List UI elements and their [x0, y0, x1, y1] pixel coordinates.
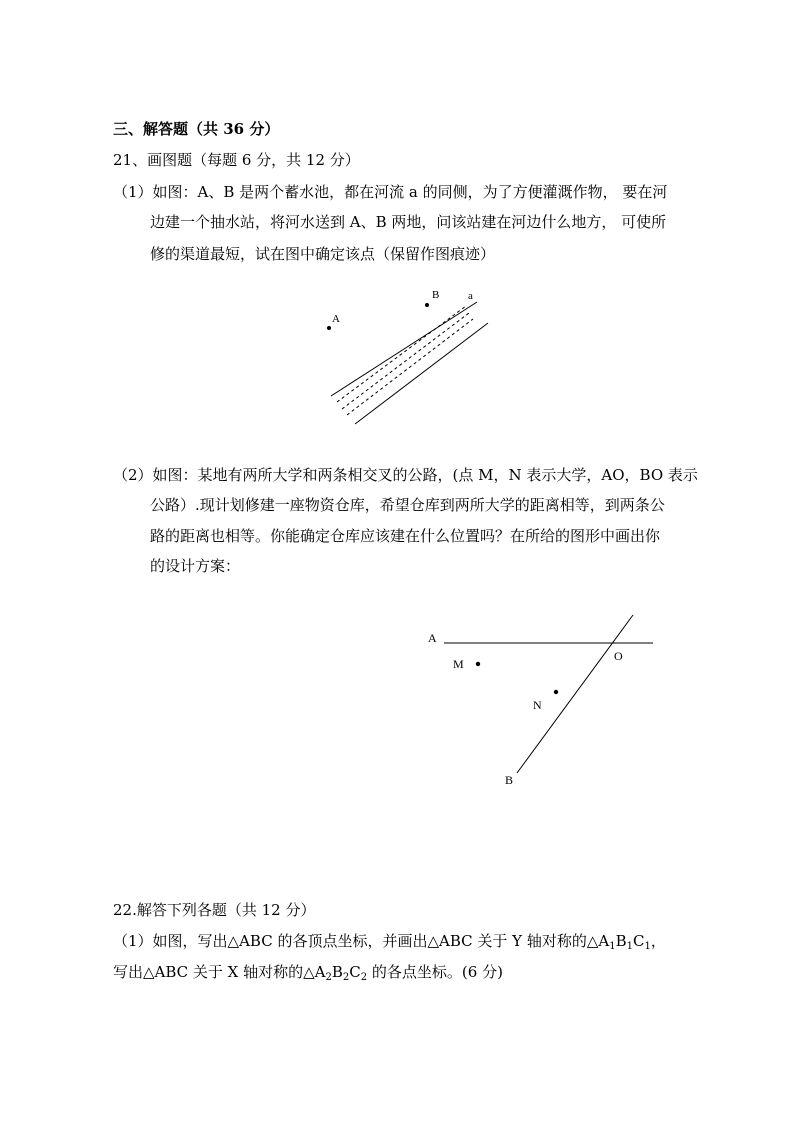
- q21-part1-line3: 修的渠道最短，试在图中确定该点（保留作图痕迹）: [150, 245, 496, 263]
- point-m: [476, 662, 480, 666]
- point-b: [425, 303, 429, 307]
- point-a-label: A: [332, 313, 340, 325]
- sub-a1: 1: [609, 941, 616, 952]
- q22-line1-end: ，: [650, 932, 666, 950]
- q21-part2-line1: （2）如图：某地有两所大学和两条相交叉的公路，(点 M，N 表示大学，AO，BO 表示: [113, 466, 698, 484]
- q21-part2-line3: 路的距离也相等。你能确定仓库应该建在什么位置吗？在所给的图形中画出你: [150, 527, 661, 545]
- river-dashed-2: [342, 313, 469, 409]
- point-m-label: M: [453, 657, 464, 671]
- q22-line2-end: 的各点坐标。(6 分): [367, 963, 503, 981]
- sub-c1: 1: [644, 941, 651, 952]
- q21-part1-line2: 边建一个抽水站，将河水送到 A、B 两地，问该站建在河边什么地方， 可使所: [150, 213, 667, 231]
- sub-a2: 2: [325, 972, 332, 983]
- point-n: [554, 690, 558, 694]
- q21-part2-line4: 的设计方案：: [150, 557, 241, 575]
- q22-line2-text: 写出△ABC 关于 X 轴对称的△A: [113, 963, 326, 981]
- road-label-a: A: [428, 631, 437, 645]
- sub-b2: 2: [342, 972, 350, 983]
- point-b-label: B: [432, 289, 440, 301]
- q22-line1-b: B: [615, 932, 627, 950]
- river-dashed-1: [337, 306, 466, 402]
- river-bank-upper: [331, 302, 477, 396]
- q22-part1-line2: [113, 962, 503, 982]
- road-bo: [517, 615, 633, 773]
- section-heading: 三、解答题（共 36 分）: [113, 120, 280, 138]
- q21-part1-line1: （1）如图：A、B 是两个蓄水池，都在河流 a 的同侧，为了方便灌溉作物， 要在河: [113, 183, 668, 201]
- river-dashed-3: [347, 319, 473, 415]
- point-a: [327, 326, 331, 330]
- q22-part1-line1: [113, 931, 666, 951]
- q21-title: 21、画图题（每题 6 分，共 12 分）: [113, 151, 360, 169]
- q21-part2-line2: 公路）.现计划修建一座物资仓库，希望仓库到两所大学的距离相等，到两条公: [150, 496, 665, 514]
- point-n-label: N: [533, 698, 542, 712]
- q22-line1-text: （1）如图，写出△ABC 的各顶点坐标，并画出△ABC 关于 Y 轴对称的△A: [113, 932, 610, 950]
- intersection-label-o: O: [614, 649, 623, 663]
- road-label-b: B: [505, 773, 514, 787]
- q22-line2-c: C: [349, 963, 361, 981]
- river-label: a: [468, 290, 473, 302]
- q22-title: 22.解答下列各题（共 12 分）: [113, 901, 316, 919]
- q22-line1-c: C: [632, 932, 645, 950]
- sub-b1: 1: [626, 941, 633, 952]
- river-bank-lower: [355, 323, 488, 424]
- q22-line2-b: B: [331, 963, 343, 981]
- sub-c2: 2: [360, 972, 368, 983]
